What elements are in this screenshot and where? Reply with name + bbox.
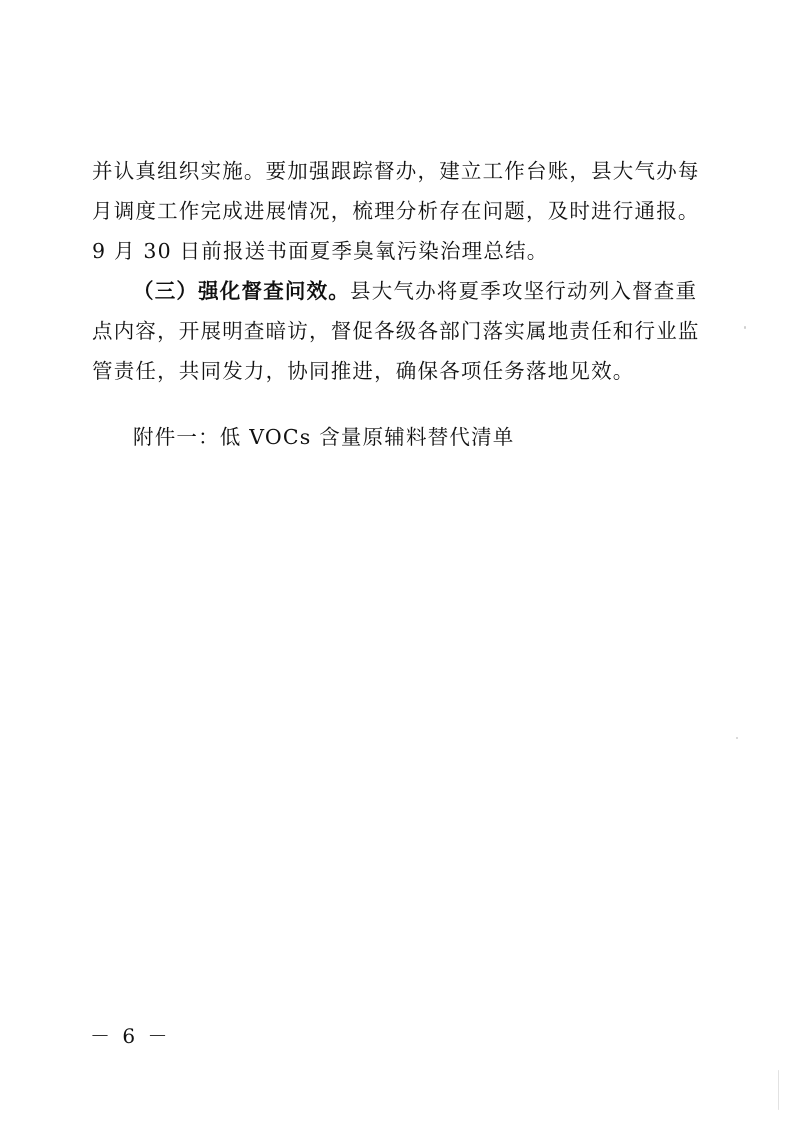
paragraph-supervision-reporting (92, 151, 700, 271)
section-heading: （三）强化督查问效。 (133, 279, 350, 303)
paragraph-strengthen-supervision (92, 271, 700, 391)
paragraph-line: 并认真组织实施。要加强跟踪督办，建立工作台账，县大气办每 (92, 159, 700, 183)
scan-speck (736, 737, 738, 739)
scan-speck (778, 1070, 779, 1110)
paragraph-line: 月调度工作完成进展情况，梳理分析存在问题，及时进行通报。 (92, 199, 700, 223)
paragraph-line: 管责任，共同发力，协同推进，确保各项任务落地见效。 (92, 359, 635, 383)
scan-speck (744, 326, 746, 329)
paragraph-line: 9 月 30 日前报送书面夏季臭氧污染治理总结。 (92, 239, 549, 263)
paragraph-text: 县大气办将夏季攻坚行动列入督查重 (350, 279, 698, 303)
paragraph-line (92, 271, 698, 311)
paragraph-line: 点内容，开展明查暗访，督促各级各部门落实属地责任和行业监 (92, 319, 700, 343)
attachment-reference: 附件一：低 VOCs 含量原辅料替代清单 (133, 425, 515, 449)
page-number: － 6 － (90, 1024, 171, 1048)
